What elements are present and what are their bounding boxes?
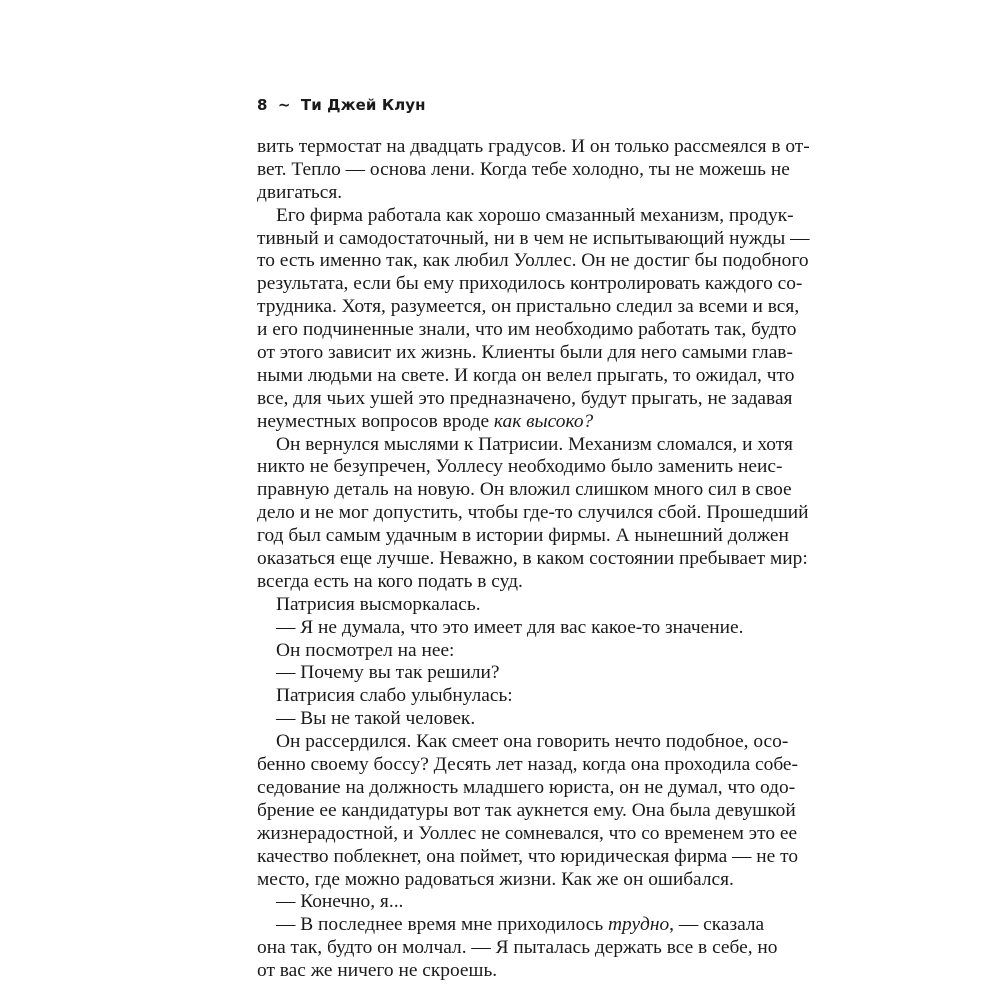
- text-line: результата, если бы ему приходилось контролировать каждого со-: [257, 273, 803, 295]
- italic-phrase: как высоко?: [493, 410, 594, 432]
- text-line: — Почему вы так решили?: [276, 662, 500, 684]
- text-line: Патрисия высморкалась.: [276, 593, 481, 615]
- text-line: [257, 914, 765, 937]
- text-line: брение ее кандидатуры вот так аукнется ему. Она была девушкой: [257, 799, 796, 821]
- text-line: она так, будто он молчал. — Я пыталась держать все в себе, но: [257, 937, 778, 959]
- text-line: от вас же ничего не скроешь.: [257, 960, 498, 982]
- text-line: место, где можно радоваться жизни. Как же он ошибался.: [257, 868, 734, 890]
- text-line: всегда есть на кого подать в суд.: [257, 570, 523, 592]
- text-line: правную деталь на новую. Он вложил слишком много сил в свое: [257, 479, 792, 501]
- text-line: тивный и самодостаточный, ни в чем не испытывающий нужды —: [257, 227, 810, 249]
- text-line: качество поблекнет, она поймет, что юридическая фирма — не то: [257, 845, 799, 867]
- text-fragment: , — сказала: [669, 914, 765, 936]
- text-line: то есть именно так, как любил Уоллес. Он не достиг бы подобного: [257, 250, 809, 272]
- text-line: никто не безупречен, Уоллесу необходимо было заменить неис-: [257, 456, 783, 478]
- body-text: [257, 136, 810, 983]
- text-line: трудника. Хотя, разумеется, он пристально следил за всеми и вся,: [257, 296, 800, 318]
- text-line: оказаться еще лучше. Неважно, в каком состоянии пребывает мир:: [257, 548, 808, 570]
- italic-phrase: трудно: [608, 914, 670, 936]
- author-name: Ти Джей Клун: [300, 96, 426, 114]
- text-fragment: неуместных вопросов вроде: [257, 410, 494, 432]
- text-line: бенно своему боссу? Десять лет назад, когда она проходила собе-: [257, 754, 798, 776]
- text-line: Он рассердился. Как смеет она говорить нечто подобное, осо-: [276, 731, 789, 753]
- text-line: Патрисия слабо улыбнулась:: [276, 685, 513, 707]
- text-line: дело и не мог допустить, чтобы где-то случился сбой. Прошедший: [257, 502, 809, 524]
- text-line: седование на должность младшего юриста, он не думал, что одо-: [257, 776, 796, 798]
- header-separator: ~: [277, 96, 291, 114]
- text-line: двигаться.: [257, 181, 343, 203]
- text-line: Его фирма работала как хорошо смазанный механизм, продук-: [276, 204, 794, 226]
- page-number: 8: [257, 96, 268, 114]
- text-fragment: — В последнее время мне приходилось: [276, 914, 609, 936]
- text-line: от этого зависит их жизнь. Клиенты были для него самыми глав-: [257, 342, 793, 364]
- text-line: [257, 411, 757, 434]
- text-line: и его подчиненные знали, что им необходимо работать так, будто: [257, 319, 797, 341]
- text-line: Он посмотрел на нее:: [276, 639, 455, 661]
- text-line: вет. Тепло — основа лени. Когда тебе холодно, ты не можешь не: [257, 158, 790, 180]
- text-line: все, для чьих ушей это предназначено, будут прыгать, не задавая: [257, 387, 793, 409]
- text-line: жизнерадостной, и Уоллес не сомневался, что со временем это ее: [257, 822, 798, 844]
- text-line: вить термостат на двадцать градусов. И он только рассмеялся в от-: [257, 136, 810, 157]
- running-header: [257, 96, 431, 114]
- text-line: — Вы не такой человек.: [276, 708, 476, 730]
- text-line: год был самым удачным в истории фирмы. А нынешний должен: [257, 525, 789, 547]
- text-line: Он вернулся мыслями к Патрисии. Механизм сломался, и хотя: [276, 433, 793, 455]
- text-line: — Я не думала, что это имеет для вас какое-то значение.: [276, 616, 744, 638]
- text-line: — Конечно, я...: [276, 891, 404, 913]
- text-line: ными людьми на свете. И когда он велел прыгать, то ожидал, что: [257, 364, 795, 386]
